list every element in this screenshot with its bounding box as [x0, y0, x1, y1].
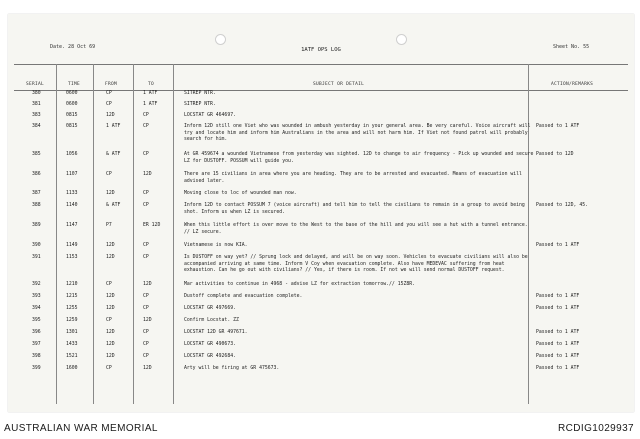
from-cell: 12D — [106, 306, 115, 311]
to-cell: CP — [143, 124, 149, 129]
from-cell: 12D — [106, 255, 115, 260]
action-cell: Passed to 1 ATF — [536, 306, 580, 311]
detail-cell: Dustoff complete and evacuation complete. — [184, 294, 303, 299]
time-cell: 1301 — [66, 330, 78, 335]
archive-id: RCDIG1029937 — [558, 423, 634, 434]
to-cell: CP — [143, 294, 149, 299]
action-cell: Passed to 1 ATF — [536, 342, 580, 347]
to-cell: 1 ATF — [143, 91, 158, 96]
time-cell: 0815 — [66, 113, 78, 118]
time-cell: 0815 — [66, 124, 78, 129]
header-rule-top — [14, 64, 628, 65]
from-cell: 12D — [106, 294, 115, 299]
from-cell: CP — [106, 366, 112, 371]
time-cell: 1133 — [66, 191, 78, 196]
log-title: 1ATF OPS LOG — [301, 47, 341, 53]
action-cell: Passed to 1 ATF — [536, 124, 580, 129]
from-cell: 1 ATF — [106, 124, 121, 129]
to-cell: CP — [143, 203, 149, 208]
from-cell: 12D — [106, 243, 115, 248]
detail-cell: Moving close to loc of wounded man now. — [184, 191, 297, 196]
from-cell: CP — [106, 102, 112, 107]
detail-cell: Is DUSTOFF on way yet? // Sprung lock and delayed, and will be on way soon. Vehicles to evacuate civilians will also be accompanied arriving at same time. Inform V Coy when evacuation complete. Also have MEDEVAC suffering from heat exhaustion. Can he go out with civilians? // Yes, if there is room. If not we will send normal DUSTOFF request. — [184, 255, 528, 273]
serial-cell: 388 — [32, 203, 41, 208]
from-cell: & ATF — [106, 152, 121, 157]
serial-cell: 399 — [32, 366, 41, 371]
from-cell: CP — [106, 282, 112, 287]
detail-cell: Mar activities to continue in 4968 - advise LZ for extraction tomorrow.// 15Z8R. — [184, 282, 416, 287]
detail-cell: Inform 12D still one Viet who was wounded in ambush yesterday in your general area. Be very careful. Voice aircraft will try and locate him and inform him Australians in the area and will not harm him. If Viet not found patrol will probably search for him. — [184, 124, 531, 142]
from-cell: CP — [106, 172, 112, 177]
sheet-number: Sheet No. 55 — [553, 44, 590, 50]
detail-cell: When this little effort is over move to the West to the base of the hill and you will see a hut with a tunnel entrance. // LZ secure. — [184, 223, 528, 235]
to-cell: ER 12D — [143, 223, 161, 228]
to-cell: CP — [143, 243, 149, 248]
from-cell: 12D — [106, 113, 115, 118]
to-cell: 12D — [143, 366, 152, 371]
date-field: Date. 28 Oct 69 — [50, 44, 96, 50]
detail-cell: Confirm Locstat. ZZ — [184, 318, 239, 323]
action-cell: Passed to 1 ATF — [536, 294, 580, 299]
log-sheet — [8, 14, 634, 412]
to-cell: 12D — [143, 282, 152, 287]
to-cell: CP — [143, 191, 149, 196]
serial-cell: 387 — [32, 191, 41, 196]
time-cell: 0600 — [66, 102, 78, 107]
to-cell: CP — [143, 255, 149, 260]
time-cell: 1215 — [66, 294, 78, 299]
column-header-from: FROM — [105, 82, 118, 87]
to-cell: CP — [143, 152, 149, 157]
time-cell: 1600 — [66, 366, 78, 371]
column-divider — [56, 64, 57, 404]
to-cell: CP — [143, 342, 149, 347]
time-cell: 1153 — [66, 255, 78, 260]
detail-cell: LOCSTAT GR 464697. — [184, 113, 236, 118]
to-cell: CP — [143, 113, 149, 118]
to-cell: CP — [143, 306, 149, 311]
to-cell: 12D — [143, 318, 152, 323]
detail-cell: LOCSTAT GR 490673. — [184, 342, 236, 347]
column-header-time: TIME — [68, 82, 81, 87]
serial-cell: 394 — [32, 306, 41, 311]
time-cell: 1140 — [66, 203, 78, 208]
column-divider — [173, 64, 174, 404]
action-cell: Passed to 1 ATF — [536, 243, 580, 248]
column-header-action: ACTION/REMARKS — [551, 82, 594, 87]
detail-cell: Arty will be firing at GR 475673. — [184, 366, 280, 371]
from-cell: CP — [106, 91, 112, 96]
detail-cell: Inform 12D to contact POSSUM 7 (voice aircraft) and tell him to tell the civilians to remain in a group to avoid being shot. Inform us when LZ is secured. — [184, 203, 525, 215]
column-divider — [133, 64, 134, 404]
from-cell: 12D — [106, 191, 115, 196]
serial-cell: 385 — [32, 152, 41, 157]
column-header-to: TO — [148, 82, 155, 87]
action-cell: Passed to 12D, 45. — [536, 203, 588, 208]
from-cell: & ATF — [106, 203, 121, 208]
serial-cell: 390 — [32, 243, 41, 248]
to-cell: CP — [143, 354, 149, 359]
action-cell: Passed to 1 ATF — [536, 354, 580, 359]
to-cell: 1 ATF — [143, 102, 158, 107]
serial-cell: 389 — [32, 223, 41, 228]
archive-credit: AUSTRALIAN WAR MEMORIAL — [4, 423, 158, 434]
time-cell: 1433 — [66, 342, 78, 347]
serial-cell: 384 — [32, 124, 41, 129]
time-cell: 1210 — [66, 282, 78, 287]
to-cell: CP — [143, 330, 149, 335]
from-cell: P7 — [106, 223, 112, 228]
action-cell: Passed to 1 ATF — [536, 330, 580, 335]
serial-cell: 398 — [32, 354, 41, 359]
serial-cell: 381 — [32, 102, 41, 107]
time-cell: 1255 — [66, 306, 78, 311]
time-cell: 0600 — [66, 91, 78, 96]
column-divider — [93, 64, 94, 404]
time-cell: 1521 — [66, 354, 78, 359]
time-cell: 1056 — [66, 152, 78, 157]
detail-cell: LOCSTAT GR 492684. — [184, 354, 236, 359]
from-cell: CP — [106, 318, 112, 323]
serial-cell: 391 — [32, 255, 41, 260]
detail-cell: SITREP NTR. — [184, 91, 216, 96]
serial-cell: 395 — [32, 318, 41, 323]
serial-cell: 396 — [32, 330, 41, 335]
time-cell: 1147 — [66, 223, 78, 228]
serial-cell: 397 — [32, 342, 41, 347]
punch-hole — [396, 34, 407, 45]
time-cell: 1149 — [66, 243, 78, 248]
detail-cell: SITREP NTR. — [184, 102, 216, 107]
serial-cell: 393 — [32, 294, 41, 299]
to-cell: 12D — [143, 172, 152, 177]
detail-cell: LOCSTAT 12D GR 497671. — [184, 330, 248, 335]
serial-cell: 383 — [32, 113, 41, 118]
punch-hole — [215, 34, 226, 45]
column-header-serial: SERIAL — [26, 82, 45, 87]
action-cell: Passed to 1 ATF — [536, 366, 580, 371]
column-header-subject: SUBJECT OR DETAIL — [313, 82, 365, 87]
detail-cell: There are 15 civilians in area where you are heading. They are to be arrested and evacuated. Means of evacuation will advised later. — [184, 172, 522, 184]
detail-cell: LOCSTAT GR 497669. — [184, 306, 236, 311]
from-cell: 12D — [106, 330, 115, 335]
serial-cell: 386 — [32, 172, 41, 177]
time-cell: 1107 — [66, 172, 78, 177]
detail-cell: At GR 459674 a wounded Vietnamese from yesterday was sighted. 12D to change to air frequency - Pick up wounded and secure LZ for DUSTOFF. POSSUM will guide you. — [184, 152, 534, 164]
from-cell: 12D — [106, 354, 115, 359]
action-cell: Passed to 12D — [536, 152, 574, 157]
from-cell: 12D — [106, 342, 115, 347]
serial-cell: 380 — [32, 91, 41, 96]
time-cell: 1259 — [66, 318, 78, 323]
detail-cell: Vietnamese is now KIA. — [184, 243, 248, 248]
serial-cell: 392 — [32, 282, 41, 287]
